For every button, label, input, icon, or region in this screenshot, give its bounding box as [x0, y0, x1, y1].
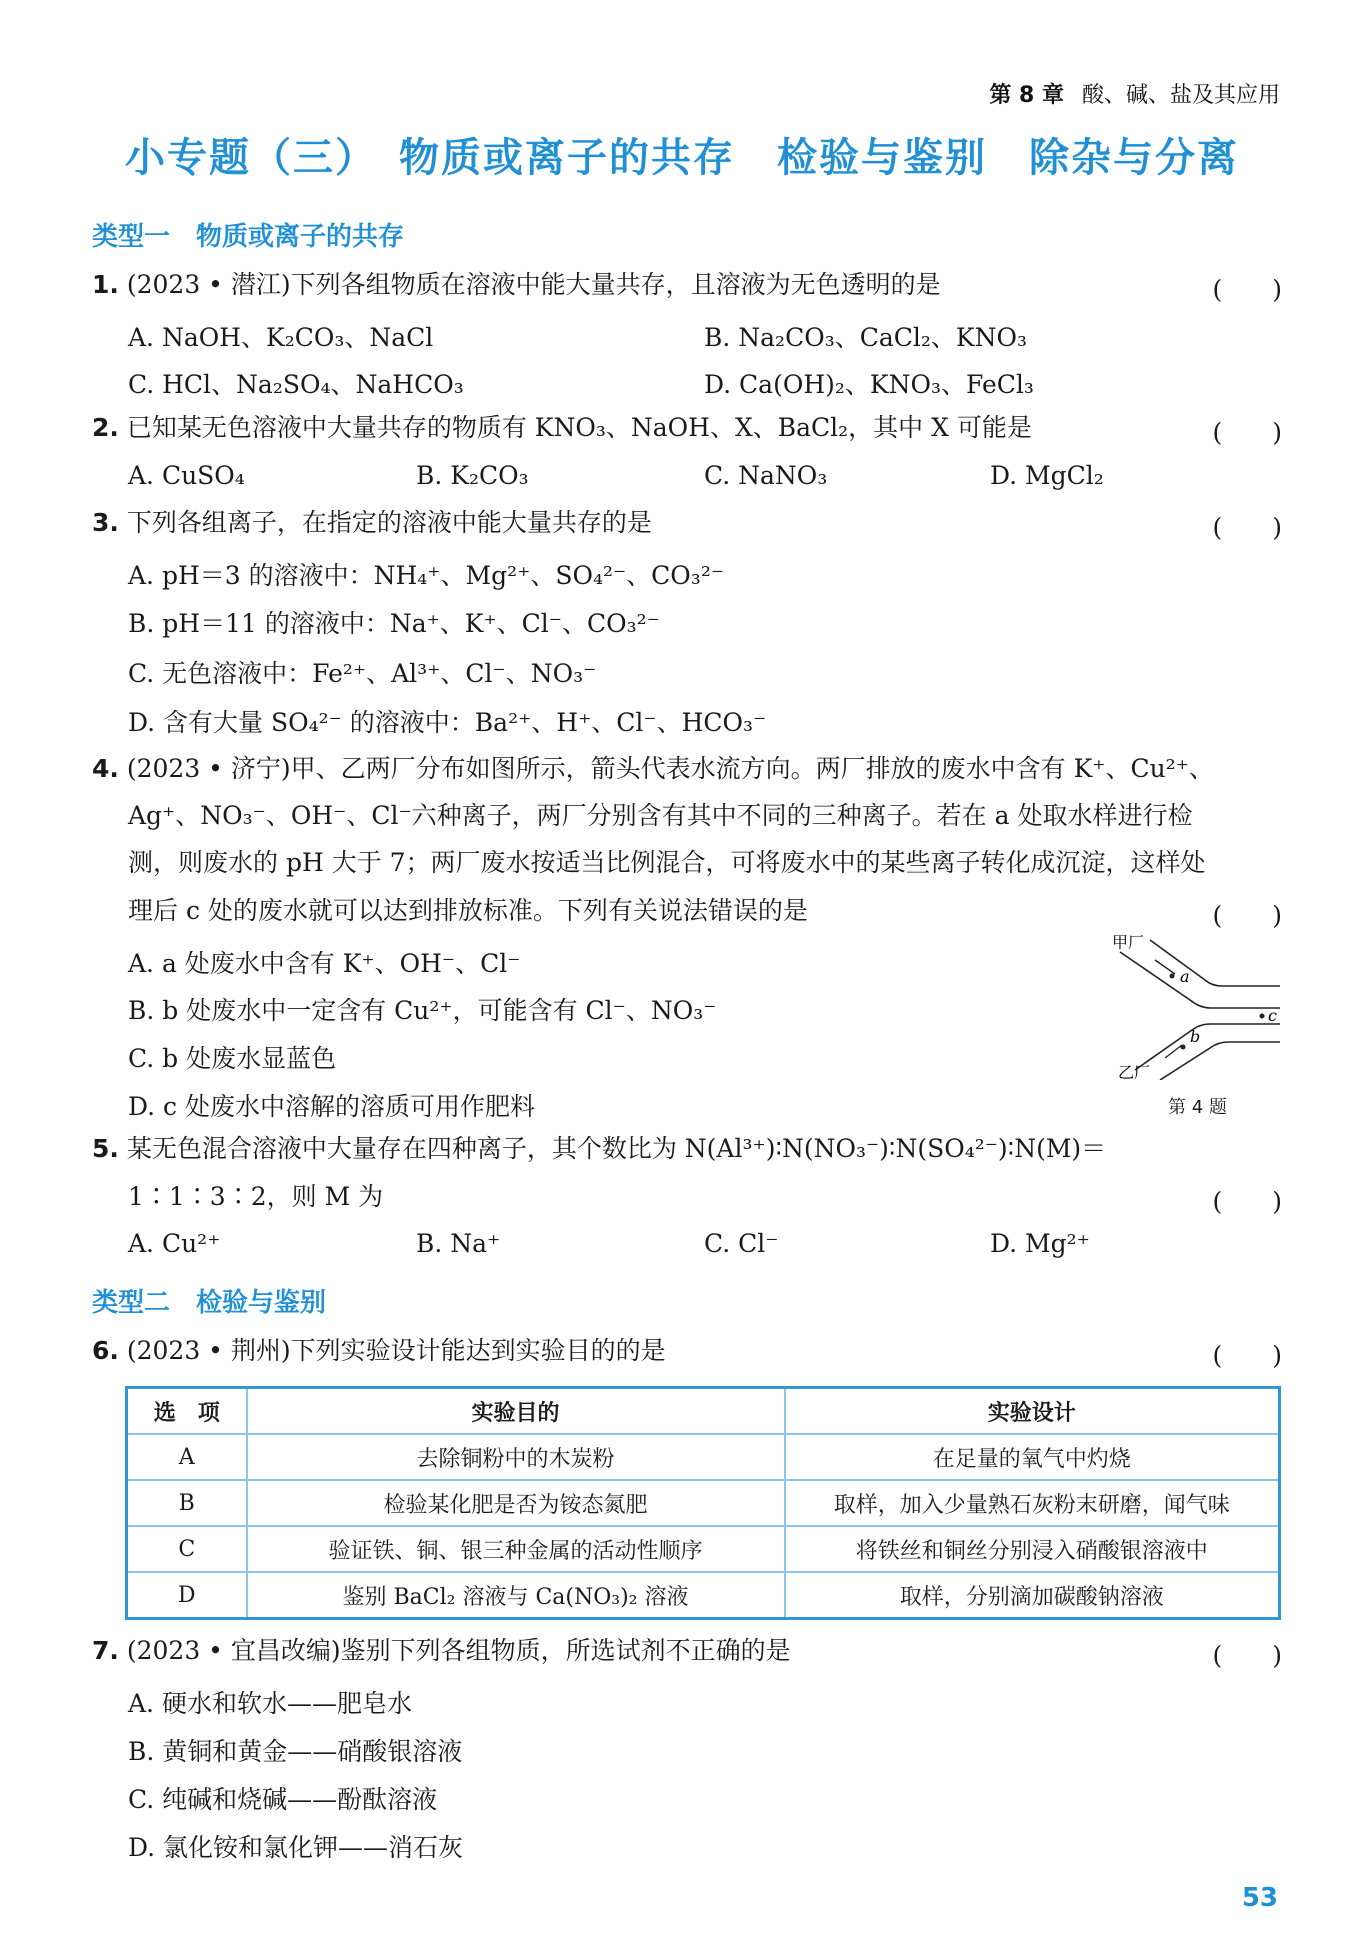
- label-a: a: [1180, 967, 1190, 986]
- question-5-stem: [92, 1134, 1106, 1164]
- question-text: 某无色混合溶液中大量存在四种离子，其个数比为 N(Al³⁺)∶N(NO₃⁻)∶N(SO₄²⁻)∶N(M)＝: [126, 1134, 1107, 1163]
- table-cell: 去除铜粉中的木炭粉: [247, 1434, 785, 1480]
- point-a-marker: [1170, 974, 1175, 979]
- option-a: A. NaOH、K₂CO₃、NaCl: [128, 323, 434, 352]
- answer-paren: ( ): [1212, 901, 1282, 930]
- table-cell: B: [127, 1480, 247, 1526]
- label-c: c: [1268, 1006, 1277, 1025]
- option-d: D. 氯化铵和氯化钾——消石灰: [128, 1833, 464, 1862]
- option-b: B. b 处废水中一定含有 Cu²⁺，可能含有 Cl⁻、NO₃⁻: [128, 996, 717, 1025]
- chapter-title: 酸、碱、盐及其应用: [1081, 83, 1280, 108]
- question-3-stem: [92, 508, 652, 538]
- section-heading-1: 类型一 物质或离子的共存: [92, 222, 405, 252]
- question-2-stem: [92, 413, 1032, 443]
- table-cell: C: [127, 1526, 247, 1572]
- label-yi-factory: 乙厂: [1118, 1063, 1151, 1080]
- point-c-marker: [1260, 1014, 1265, 1019]
- option-b: B. Na⁺: [416, 1229, 501, 1258]
- question-text: (2023 • 宜昌改编)鉴别下列各组物质，所选试剂不正确的是: [126, 1636, 791, 1665]
- option-d: D. 含有大量 SO₄²⁻ 的溶液中：Ba²⁺、H⁺、Cl⁻、HCO₃⁻: [128, 708, 767, 737]
- option-d: D. Ca(OH)₂、KNO₃、FeCl₃: [704, 370, 1034, 399]
- table-cell: 鉴别 BaCl₂ 溶液与 Ca(NO₃)₂ 溶液: [247, 1572, 785, 1619]
- option-a: A. pH＝3 的溶液中：NH₄⁺、Mg²⁺、SO₄²⁻、CO₃²⁻: [128, 561, 725, 590]
- section-heading-2: 类型二 检验与鉴别: [92, 1288, 327, 1318]
- chapter-number: 第 8 章: [989, 83, 1064, 108]
- question-text: (2023 • 荆州)下列实验设计能达到实验目的的是: [126, 1336, 666, 1365]
- question-4-line-3: 测，则废水的 pH 大于 7；两厂废水按适当比例混合，可将废水中的某些离子转化成沉淀，这样处: [128, 848, 1206, 877]
- answer-paren: ( ): [1212, 418, 1282, 447]
- option-b: B. pH＝11 的溶液中：Na⁺、K⁺、Cl⁻、CO₃²⁻: [128, 609, 660, 638]
- answer-paren: ( ): [1212, 1641, 1282, 1670]
- question-number: 4.: [92, 754, 119, 783]
- question-number: 5.: [92, 1134, 119, 1163]
- question-5-line-2: 1∶1∶3∶2，则 M 为: [128, 1182, 384, 1211]
- option-d: D. c 处废水中溶解的溶质可用作肥料: [128, 1092, 535, 1121]
- option-c: C. b 处废水显蓝色: [128, 1044, 337, 1073]
- column-header: 实验目的: [247, 1388, 785, 1435]
- question-text: 已知某无色溶液中大量共存的物质有 KNO₃、NaOH、X、BaCl₂，其中 X 可能是: [126, 413, 1032, 442]
- option-b: B. 黄铜和黄金——硝酸银溶液: [128, 1737, 463, 1766]
- column-header: 选 项: [127, 1388, 247, 1435]
- table-cell: D: [127, 1572, 247, 1619]
- question-1-stem: [92, 270, 941, 300]
- question-number: 1.: [92, 270, 119, 299]
- label-b: b: [1190, 1027, 1201, 1046]
- experiment-table: [125, 1386, 1281, 1620]
- question-7-stem: [92, 1636, 791, 1666]
- factory-river-diagram: [1110, 930, 1290, 1080]
- river-top-bank: [1150, 940, 1280, 986]
- column-header: 实验设计: [785, 1388, 1280, 1435]
- table-cell: 在足量的氧气中灼烧: [785, 1434, 1280, 1480]
- question-text: (2023 • 潜江)下列各组物质在溶液中能大量共存，且溶液为无色透明的是: [126, 270, 941, 299]
- option-c: C. NaNO₃: [704, 461, 828, 490]
- answer-paren: ( ): [1212, 275, 1282, 304]
- table-cell: 检验某化肥是否为铵态氮肥: [247, 1480, 785, 1526]
- table-cell: 取样，加入少量熟石灰粉末研磨，闻气味: [785, 1480, 1280, 1526]
- question-4-line-4: 理后 c 处的废水就可以达到排放标准。下列有关说法错误的是: [128, 896, 808, 925]
- option-c: C. Cl⁻: [704, 1229, 779, 1258]
- question-6-stem: [92, 1336, 666, 1366]
- table-cell: 将铁丝和铜丝分别浸入硝酸银溶液中: [785, 1526, 1280, 1572]
- answer-paren: ( ): [1212, 1187, 1282, 1216]
- question-text: (2023 • 济宁)甲、乙两厂分布如图所示，箭头代表水流方向。两厂排放的废水中含有 K⁺、Cu²⁺、: [126, 754, 1214, 783]
- question-4-line-2: Ag⁺、NO₃⁻、OH⁻、Cl⁻六种离子，两厂分别含有其中不同的三种离子。若在 a 处取水样进行检: [128, 801, 1193, 830]
- table-row: [127, 1434, 1280, 1480]
- table-cell: 验证铁、铜、银三种金属的活动性顺序: [247, 1526, 785, 1572]
- option-d: D. MgCl₂: [990, 461, 1104, 490]
- figure-caption: 第 4 题: [1168, 1097, 1227, 1118]
- question-number: 6.: [92, 1336, 119, 1365]
- answer-paren: ( ): [1212, 1341, 1282, 1370]
- option-a: A. 硬水和软水——肥皂水: [128, 1689, 412, 1718]
- question-number: 7.: [92, 1636, 119, 1665]
- table-row: [127, 1480, 1280, 1526]
- option-d: D. Mg²⁺: [990, 1229, 1090, 1258]
- table-header-row: [127, 1388, 1280, 1435]
- option-a: A. a 处废水中含有 K⁺、OH⁻、Cl⁻: [128, 949, 521, 978]
- running-header: [989, 78, 1280, 109]
- question-4-stem: [92, 754, 1214, 784]
- option-c: C. 无色溶液中：Fe²⁺、Al³⁺、Cl⁻、NO₃⁻: [128, 659, 597, 688]
- table-row: [127, 1526, 1280, 1572]
- table-cell: 取样，分别滴加碳酸钠溶液: [785, 1572, 1280, 1619]
- page-number: 53: [1241, 1883, 1278, 1913]
- question-number: 2.: [92, 413, 119, 442]
- river-lower-bank: [1135, 1024, 1280, 1070]
- option-a: A. Cu²⁺: [128, 1229, 221, 1258]
- option-a: A. CuSO₄: [128, 461, 245, 490]
- question-number: 3.: [92, 508, 119, 537]
- option-b: B. K₂CO₃: [416, 461, 529, 490]
- answer-paren: ( ): [1212, 513, 1282, 542]
- table-row: [127, 1572, 1280, 1619]
- river-upper-bank: [1120, 952, 1280, 1008]
- question-text: 下列各组离子，在指定的溶液中能大量共存的是: [126, 508, 652, 537]
- label-jia-factory: 甲厂: [1112, 933, 1145, 952]
- page-title: 小专题（三） 物质或离子的共存 检验与鉴别 除杂与分离: [125, 135, 1239, 181]
- option-c: C. HCl、Na₂SO₄、NaHCO₃: [128, 370, 464, 399]
- flow-arrow-upper: [1155, 960, 1175, 974]
- table-cell: A: [127, 1434, 247, 1480]
- point-b-marker: [1181, 1045, 1186, 1050]
- option-b: B. Na₂CO₃、CaCl₂、KNO₃: [704, 323, 1027, 352]
- option-c: C. 纯碱和烧碱——酚酞溶液: [128, 1785, 438, 1814]
